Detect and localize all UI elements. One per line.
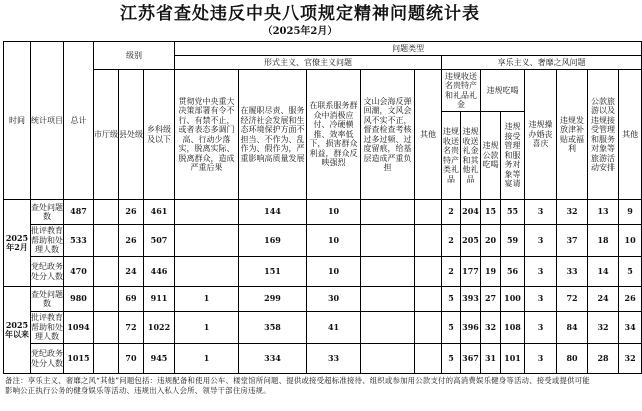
cell-f3: 10 xyxy=(307,257,361,287)
table-row xyxy=(4,344,642,374)
header-gift-group: 违规收送名贵特产和礼品礼金 xyxy=(442,70,481,112)
cell-f-other xyxy=(415,225,442,257)
cell-public-meal: 32 xyxy=(481,312,501,344)
statistics-table xyxy=(3,41,642,374)
cell-money: 393 xyxy=(461,287,481,312)
cell-f4 xyxy=(361,200,415,225)
cell-total: 470 xyxy=(64,257,94,287)
cell-public-meal: 27 xyxy=(481,287,501,312)
header-hedonism: 享乐主义、奢靡之风问题 xyxy=(442,56,642,70)
cell-gift: 5 xyxy=(442,312,461,344)
header-wedding: 违规操办婚丧喜庆 xyxy=(525,70,557,200)
header-county-level: 县处级 xyxy=(119,70,144,200)
cell-f4 xyxy=(361,225,415,257)
cell-h-other: 10 xyxy=(619,225,642,257)
cell-travel: 32 xyxy=(588,312,619,344)
header-city-level: 市厅级 xyxy=(94,70,119,200)
header-gift: 违规收送名贵特产类礼品 xyxy=(442,112,461,200)
cell-f-other xyxy=(415,257,442,287)
cell-total: 1015 xyxy=(64,344,94,374)
cell-f2: 169 xyxy=(239,225,307,257)
cell-gift: 2 xyxy=(442,200,461,225)
cell-f1: 1 xyxy=(175,344,239,374)
cell-township: 911 xyxy=(144,287,175,312)
cell-money: 177 xyxy=(461,257,481,287)
cell-money: 204 xyxy=(461,200,481,225)
cell-f3: 10 xyxy=(307,225,361,257)
cell-allowance: 33 xyxy=(557,257,588,287)
cell-f-other xyxy=(415,312,442,344)
cell-public-meal: 20 xyxy=(481,225,501,257)
header-allowance: 违规发放津补贴或福利 xyxy=(557,70,588,200)
header-township-level: 乡科级及以下 xyxy=(144,70,175,200)
cell-city xyxy=(94,225,119,257)
cell-money: 367 xyxy=(461,344,481,374)
cell-allowance: 84 xyxy=(557,312,588,344)
header-formalism-other: 其他 xyxy=(415,70,442,200)
row-item: 党纪政务处分人数 xyxy=(31,344,64,374)
cell-accept-meal: 59 xyxy=(501,225,525,257)
cell-wedding: 3 xyxy=(525,225,557,257)
cell-f1: 1 xyxy=(175,312,239,344)
page-title: 江苏省查处违反中央八项规定精神问题统计表 xyxy=(120,4,480,24)
cell-f4 xyxy=(361,257,415,287)
cell-allowance: 37 xyxy=(557,225,588,257)
cell-county: 24 xyxy=(119,257,144,287)
cell-f2: 299 xyxy=(239,287,307,312)
cell-h-other: 9 xyxy=(619,200,642,225)
cell-f4 xyxy=(361,344,415,374)
cell-f-other xyxy=(415,344,442,374)
header-accept-meal: 违规接受管理和服务对象等宴请 xyxy=(501,112,525,200)
header-hedonism-other: 其他 xyxy=(619,70,642,200)
cell-township: 1022 xyxy=(144,312,175,344)
cell-gift: 5 xyxy=(442,344,461,374)
cell-f2: 358 xyxy=(239,312,307,344)
cell-city xyxy=(94,287,119,312)
header-item: 统计项目 xyxy=(31,42,64,200)
cell-h-other: 32 xyxy=(619,344,642,374)
cell-township: 507 xyxy=(144,225,175,257)
table-row xyxy=(4,257,642,287)
cell-wedding: 3 xyxy=(525,312,557,344)
cell-total: 487 xyxy=(64,200,94,225)
cell-county: 69 xyxy=(119,287,144,312)
cell-travel: 18 xyxy=(588,225,619,257)
cell-allowance: 80 xyxy=(557,344,588,374)
cell-public-meal: 15 xyxy=(481,200,501,225)
header-total: 总计 xyxy=(64,42,94,200)
row-item: 查处问题数 xyxy=(31,287,64,312)
cell-township: 945 xyxy=(144,344,175,374)
cell-h-other: 26 xyxy=(619,287,642,312)
cell-f4 xyxy=(361,287,415,312)
cell-f1 xyxy=(175,200,239,225)
cell-f3: 33 xyxy=(307,344,361,374)
cell-f-other xyxy=(415,287,442,312)
cell-f1 xyxy=(175,225,239,257)
cell-accept-meal: 101 xyxy=(501,344,525,374)
row-item: 查处问题数 xyxy=(31,200,64,225)
cell-wedding: 3 xyxy=(525,200,557,225)
cell-gift: 2 xyxy=(442,257,461,287)
cell-h-other: 5 xyxy=(619,257,642,287)
cell-allowance: 32 xyxy=(557,200,588,225)
header-formalism-1: 贯彻党中央重大决策部署有令不行、有禁不止，或者表态多调门高、行动少落实，脱离实际、脱离群众，造成严重后果 xyxy=(175,70,239,200)
cell-travel: 24 xyxy=(588,287,619,312)
header-level: 级别 xyxy=(94,42,175,70)
group-label: 2025年2月 xyxy=(4,200,31,287)
cell-township: 446 xyxy=(144,257,175,287)
row-item: 党纪政务处分人数 xyxy=(31,257,64,287)
cell-accept-meal: 55 xyxy=(501,200,525,225)
table-row xyxy=(4,312,642,344)
header-formalism-4: 文山会海反弹回潮，文风会风不实不正，督查检查考核过多过频、过度留痕，给基层造成严重负担 xyxy=(361,70,415,200)
header-travel: 公款旅游以及违规接受管理和服务对象等旅游活动安排 xyxy=(588,70,619,200)
cell-total: 1094 xyxy=(64,312,94,344)
cell-total: 980 xyxy=(64,287,94,312)
cell-f4 xyxy=(361,312,415,344)
page-subtitle: （2025年2月） xyxy=(262,26,338,37)
cell-city xyxy=(94,257,119,287)
cell-f-other xyxy=(415,200,442,225)
cell-township: 461 xyxy=(144,200,175,225)
cell-h-other: 34 xyxy=(619,312,642,344)
header-public-meal: 违规公款吃喝 xyxy=(481,112,501,200)
row-item: 批评教育帮助和处理人数 xyxy=(31,225,64,257)
cell-f3: 30 xyxy=(307,287,361,312)
cell-travel: 14 xyxy=(588,257,619,287)
cell-f2: 144 xyxy=(239,200,307,225)
cell-public-meal: 19 xyxy=(481,257,501,287)
header-formalism-3: 在联系服务群众中消极应付、冷硬横推、效率低下，损害群众利益，群众反映强烈 xyxy=(307,70,361,200)
cell-money: 205 xyxy=(461,225,481,257)
header-problem-type: 问题类型 xyxy=(175,42,642,56)
cell-county: 72 xyxy=(119,312,144,344)
header-meal-group: 违规吃喝 xyxy=(481,70,525,112)
cell-county: 26 xyxy=(119,225,144,257)
header-money: 违规收送礼金和其他礼品 xyxy=(461,112,481,200)
cell-gift: 5 xyxy=(442,287,461,312)
cell-county: 26 xyxy=(119,200,144,225)
cell-wedding: 3 xyxy=(525,287,557,312)
cell-f1: 1 xyxy=(175,287,239,312)
cell-money: 396 xyxy=(461,312,481,344)
cell-county: 70 xyxy=(119,344,144,374)
cell-accept-meal: 100 xyxy=(501,287,525,312)
cell-allowance: 72 xyxy=(557,287,588,312)
cell-f2: 151 xyxy=(239,257,307,287)
cell-f2: 334 xyxy=(239,344,307,374)
header-formalism-2: 在履职尽责、服务经济社会发展和生态环境保护方面不担当、不作为、乱作为、假作为，严重影响高质量发展 xyxy=(239,70,307,200)
table-row xyxy=(4,200,642,225)
cell-travel: 28 xyxy=(588,344,619,374)
cell-accept-meal: 108 xyxy=(501,312,525,344)
cell-f3: 10 xyxy=(307,200,361,225)
table-row xyxy=(4,225,642,257)
cell-wedding: 3 xyxy=(525,344,557,374)
table-row xyxy=(4,287,642,312)
cell-travel: 13 xyxy=(588,200,619,225)
cell-city xyxy=(94,312,119,344)
cell-gift: 2 xyxy=(442,225,461,257)
cell-f3: 41 xyxy=(307,312,361,344)
header-time: 时间 xyxy=(4,42,31,200)
cell-city xyxy=(94,344,119,374)
footnote: 备注：享乐主义、奢靡之风“其他”问题包括：违规配备和使用公车、楼堂馆所问题、提供或接受超标准接待、组织或参加用公款支付的高消费娱乐健身等活动、接受或提供可能影响公正执行公务的健身娱乐等活动、违规出入私人会所、领导干部住房违规。 xyxy=(5,376,590,395)
header-formalism: 形式主义、官僚主义问题 xyxy=(175,56,442,70)
cell-total: 533 xyxy=(64,225,94,257)
cell-accept-meal: 56 xyxy=(501,257,525,287)
cell-f1 xyxy=(175,257,239,287)
cell-city xyxy=(94,200,119,225)
group-label: 2025年以来 xyxy=(4,287,31,374)
cell-wedding: 3 xyxy=(525,257,557,287)
row-item: 批评教育帮助和处理人数 xyxy=(31,312,64,344)
cell-public-meal: 31 xyxy=(481,344,501,374)
